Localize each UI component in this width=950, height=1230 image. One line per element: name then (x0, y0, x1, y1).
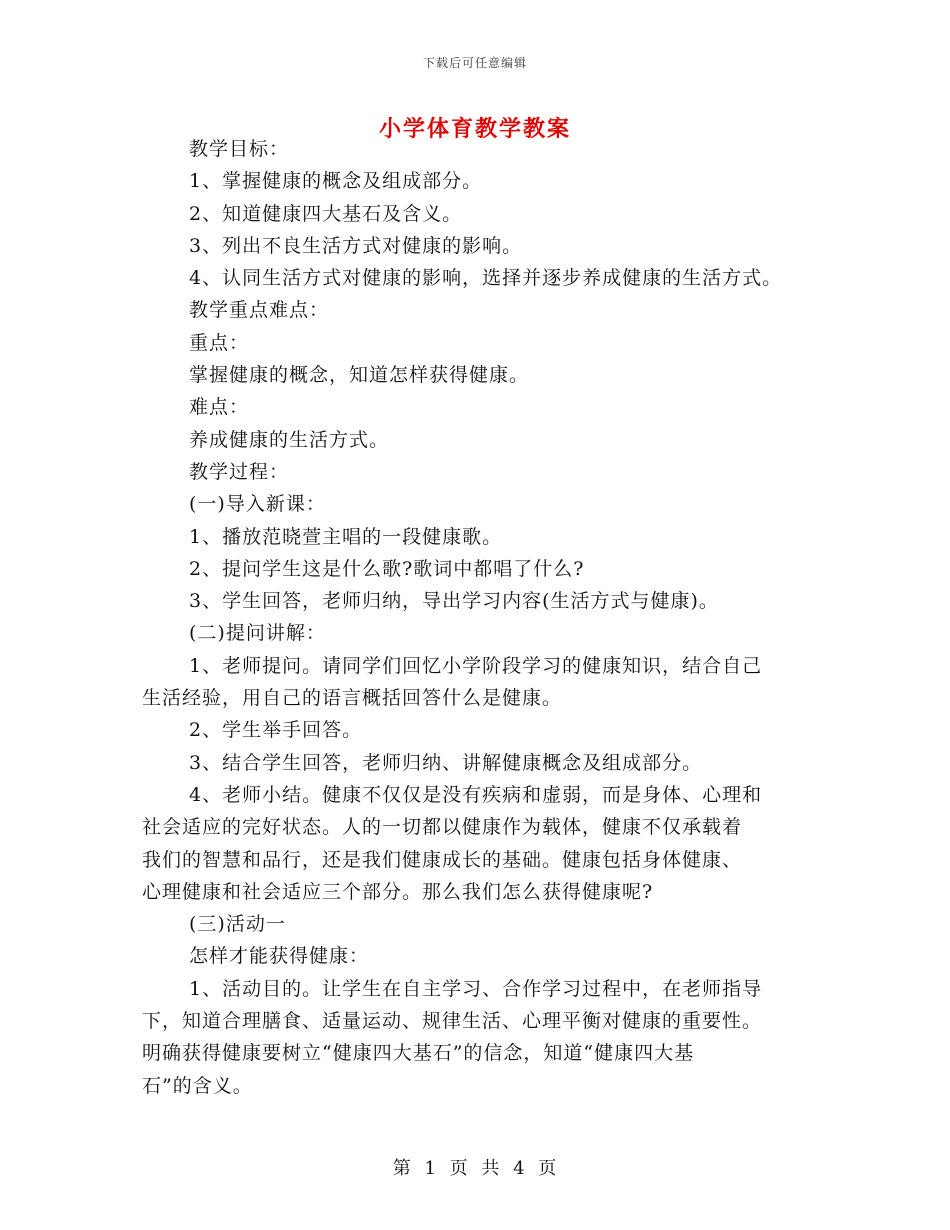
paragraph-line: 2、提问学生这是什么歌?歌词中都唱了什么? (189, 557, 585, 580)
page-header-note: 下载后可任意编辑 (422, 56, 527, 70)
paragraph-line: 养成健康的生活方式。 (189, 428, 390, 451)
paragraph-line: 3、列出不良生活方式对健康的影响。 (189, 234, 523, 257)
paragraph-line: 难点： (189, 396, 250, 419)
document-title: 小学体育教学教案 (378, 116, 571, 142)
paragraph-line: 2、知道健康四大基石及含义。 (189, 202, 463, 225)
paragraph-line: (三)活动一 (189, 913, 286, 936)
paragraph-line: 我们的智慧和品行，还是我们健康成长的基础。健康包括身体健康、 (142, 848, 743, 871)
paragraph-line: 掌握健康的概念，知道怎样获得健康。 (189, 364, 530, 387)
paragraph-line: 明确获得健康要树立“健康四大基石”的信念，知道“健康四大基 (142, 1042, 695, 1065)
paragraph-line: 4、认同生活方式对健康的影响，选择并逐步养成健康的生活方式。 (189, 267, 783, 290)
paragraph-line: 2、学生举手回答。 (189, 719, 363, 742)
paragraph-line: 1、播放范晓萱主唱的一段健康歌。 (189, 525, 503, 548)
paragraph-line: 生活经验，用自己的语言概括回答什么是健康。 (142, 687, 563, 710)
paragraph-line: 4、老师小结。健康不仅仅是没有疾病和虚弱，而是身体、心理和 (189, 783, 763, 806)
paragraph-line: 石”的含义。 (142, 1074, 253, 1097)
paragraph-line: 3、结合学生回答，老师归纳、讲解健康概念及组成部分。 (189, 751, 703, 774)
paragraph-line: 3、学生回答，老师归纳，导出学习内容(生活方式与健康)。 (189, 590, 719, 613)
paragraph-line: (二)提问讲解： (189, 622, 326, 645)
paragraph-line: 教学重点难点： (189, 299, 330, 322)
paragraph-line: 1、活动目的。让学生在自主学习、合作学习过程中，在老师指导 (189, 977, 763, 1000)
paragraph-line: 下，知道合理膳食、适量运动、规律生活、心理平衡对健康的重要性。 (142, 1010, 763, 1033)
paragraph-line: 1、老师提问。请同学们回忆小学阶段学习的健康知识，结合自己 (189, 654, 763, 677)
document-body (142, 133, 832, 1102)
paragraph-line: 教学过程： (189, 460, 290, 483)
paragraph-line: (一)导入新课： (189, 493, 326, 516)
paragraph-line: 教学目标： (189, 138, 290, 160)
paragraph-line: 社会适应的完好状态。人的一切都以健康作为载体，健康不仅承载着 (142, 816, 743, 839)
paragraph-line: 重点： (189, 331, 250, 354)
paragraph-line: 心理健康和社会适应三个部分。那么我们怎么获得健康呢? (142, 880, 654, 903)
paragraph-line: 1、掌握健康的概念及组成部分。 (189, 170, 483, 193)
page-footer: 第 1 页 共 4 页 (392, 1158, 558, 1179)
paragraph-line: 怎样才能获得健康： (189, 945, 370, 968)
